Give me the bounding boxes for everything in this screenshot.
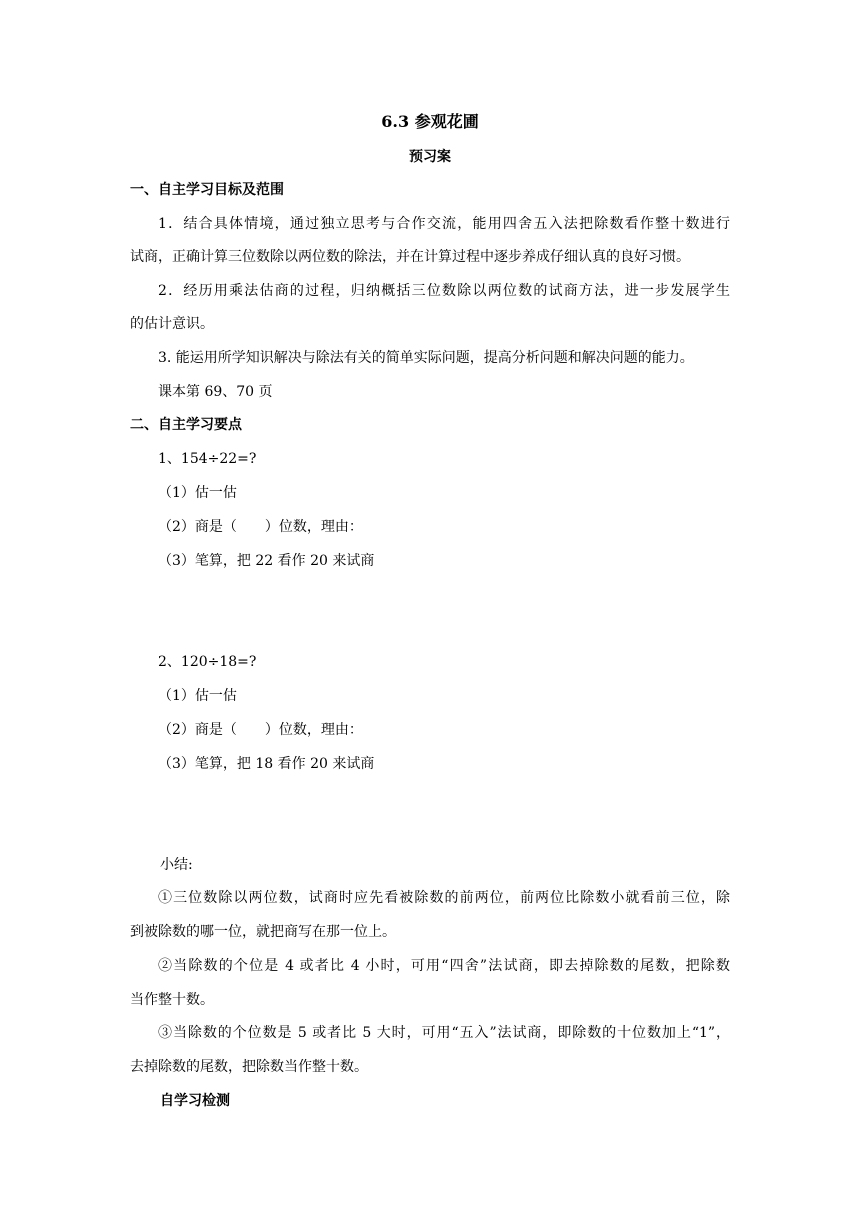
section2-heading: 二、自主学习要点	[130, 417, 242, 433]
page-subtitle: 预习案	[409, 149, 451, 165]
question1-step2: （2）商是（ ）位数，理由：	[158, 519, 363, 535]
goal2-line2: 的估计意识。	[130, 316, 214, 332]
summary-point3-line1: ③当除数的个位数是 5 或者比 5 大时，可用“五入”法试商，即除数的十位数加上“1”，	[158, 1025, 730, 1041]
summary-label: 小结:	[160, 857, 193, 873]
question1: 1、154÷22=?	[158, 451, 257, 467]
summary-point3-line2: 去掉除数的尾数，把除数当作整十数。	[130, 1059, 368, 1075]
section1-heading: 一、自主学习目标及范围	[130, 182, 284, 198]
textbook-range: 课本第 69、70 页	[158, 384, 273, 400]
question2-step3: （3）笔算，把 18 看作 20 来试商	[158, 756, 375, 772]
page-title: 6.3 参观花圃	[381, 112, 479, 131]
goal1-line2: 试商，正确计算三位数除以两位数的除法，并在计算过程中逐步养成仔细认真的良好习惯。	[130, 249, 690, 265]
question2-step1: （1）估一估	[158, 688, 237, 704]
question2-step2: （2）商是（ ）位数，理由：	[158, 722, 363, 738]
summary-point1-line1: ①三位数除以两位数，试商时应先看被除数的前两位，前两位比除数小就看前三位，除	[158, 890, 730, 906]
summary-point1-line2: 到被除数的哪一位，就把商写在那一位上。	[130, 924, 396, 940]
self-test-heading: 自学习检测	[160, 1093, 230, 1109]
question2: 2、120÷18=?	[158, 654, 257, 670]
question1-step3: （3）笔算，把 22 看作 20 来试商	[158, 553, 375, 569]
goal2-line1: 2．经历用乘法估商的过程，归纳概括三位数除以两位数的试商方法，进一步发展学生	[158, 283, 730, 299]
summary-point2-line2: 当作整十数。	[130, 992, 214, 1008]
question1-step1: （1）估一估	[158, 485, 237, 501]
goal1-line1: 1．结合具体情境，通过独立思考与合作交流，能用四舍五入法把除数看作整十数进行	[158, 216, 730, 232]
goal3: 3. 能运用所学知识解决与除法有关的简单实际问题，提高分析问题和解决问题的能力。	[158, 350, 694, 366]
summary-point2-line1: ②当除数的个位是 4 或者比 4 小时，可用“四舍”法试商，即去掉除数的尾数，把除数	[158, 958, 730, 974]
